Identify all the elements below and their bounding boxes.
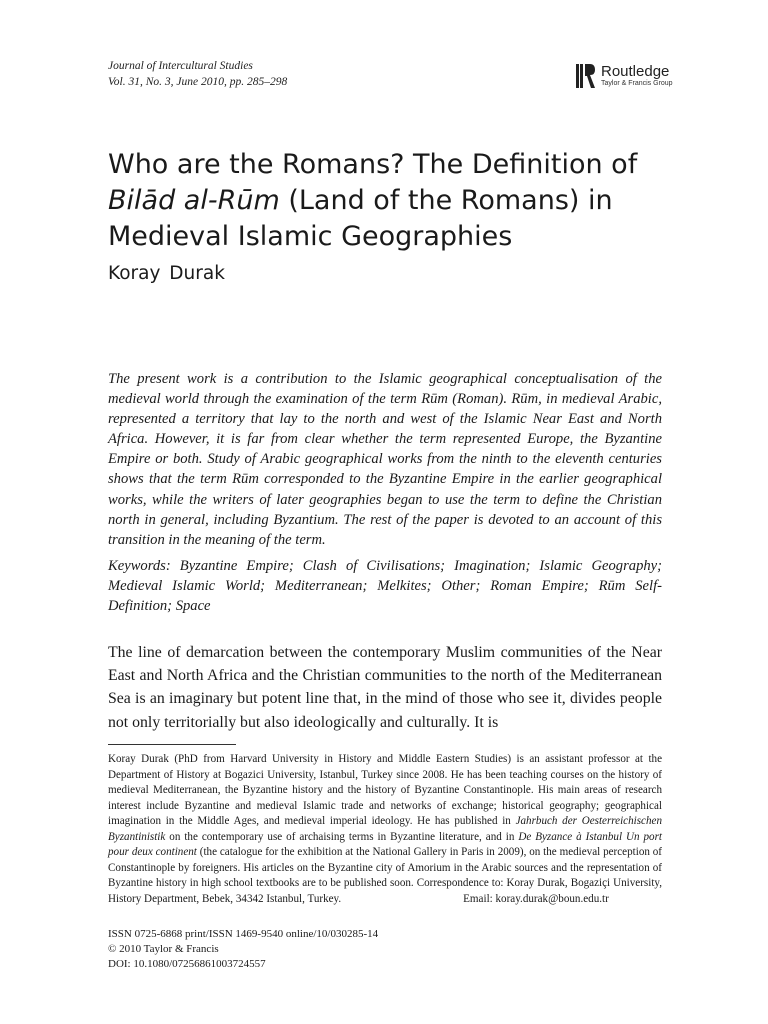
publisher-logo	[576, 63, 673, 89]
doi-line: DOI: 10.1080/07256861003724557	[108, 957, 266, 970]
author-footnote	[108, 752, 662, 907]
author-name: Koray Durak	[108, 263, 225, 284]
title-part1: Who are the Romans? The Definition of	[108, 149, 638, 180]
publisher-name: Routledge	[601, 63, 670, 80]
title-part2: (Land of the Romans) in Medieval Islamic Geographies	[108, 185, 613, 252]
article-title	[108, 147, 688, 255]
footnote-part3: (the catalogue for the exhibition at the National Gallery in Paris in 2009), on the medieval perception of Constantinople by foreigners. His articles on the Byzantine city of Amorium in the Arabic sources and the representation of Byzantine history in high school textbooks are to be published soon. Correspondence to: Koray Durak, Bogaziçi University, History Department, Bebek, 34342 Istanbul, Turkey.	[108, 846, 663, 905]
volume-line: Vol. 31, No. 3, June 2010, pp. 285–298	[108, 76, 288, 88]
issn-line: ISSN 0725-6868 print/ISSN 1469-9540 online/10/030285-14	[108, 928, 379, 940]
journal-citation	[108, 58, 287, 90]
footnote-part1: Koray Durak (PhD from Harvard University in History and Middle Eastern Studies) is an assistant professor at the Department of History at Bogazici University, Istanbul, Turkey since 2008. He has been teaching courses on the history of medieval Mediterranean, the Byzantine history and the history of Byzantine Constantinople. His main areas of research interest include Byzantine and medieval Islamic trade and networks of exchange; historical geography; geographical imagination in the Middle Ages, and medieval imperial ideology. He has published in	[108, 753, 662, 827]
journal-name: Journal of Intercultural Studies	[108, 60, 253, 72]
publication-info	[108, 927, 378, 971]
title-italic-term: Bilād al-Rūm	[108, 185, 280, 216]
abstract: The present work is a contribution to the Islamic geographical conceptualisation of the medieval world through the examination of the term Rūm (Roman). Rūm, in medieval Arabic, represented a territory that lay to the north and west of the Islamic Near East and North Africa. However, it is far from clear whether the term represented Europe, the Byzantine Empire or both. Study of Arabic geographical works from the ninth to the eleventh centuries shows that the term Rūm corresponded to the Byzantine Empire in the earlier geographical works, while the writers of later geographies began to use the term to define the Christian north in general, including Byzantium. The rest of the paper is devoted to an account of this transition in the meaning of the term.	[108, 371, 662, 548]
footnote-divider	[108, 744, 236, 745]
footnote-catalogue-italic: De Byzance à Istanbul Un port pour deux continent	[108, 830, 662, 858]
footnote-part2: on the contemporary use of archaising terms in Byzantine literature, and in	[165, 830, 519, 843]
copyright-line: © 2010 Taylor & Francis	[108, 942, 219, 955]
publisher-group: Taylor & Francis Group	[601, 80, 673, 87]
footnote-journal-italic: Jahrbuch der Oesterreichischen Byzantinistik	[108, 815, 662, 843]
routledge-logo-icon	[576, 63, 596, 89]
body-paragraph: The line of demarcation between the contemporary Muslim communities of the Near East and North Africa and the Christian communities to the north of the Mediterranean Sea is an imaginary but potent line that, in the mind of those who see it, divides people not only territorially but also ideologically and culturally. It is	[108, 644, 662, 731]
keywords: Keywords: Byzantine Empire; Clash of Civilisations; Imagination; Islamic Geography; Medieval Islamic World; Mediterranean; Melkites; Other; Roman Empire; Rūm Self-Definition; Space	[108, 558, 662, 615]
footnote-email: Email: koray.durak@boun.edu.tr	[463, 892, 609, 905]
